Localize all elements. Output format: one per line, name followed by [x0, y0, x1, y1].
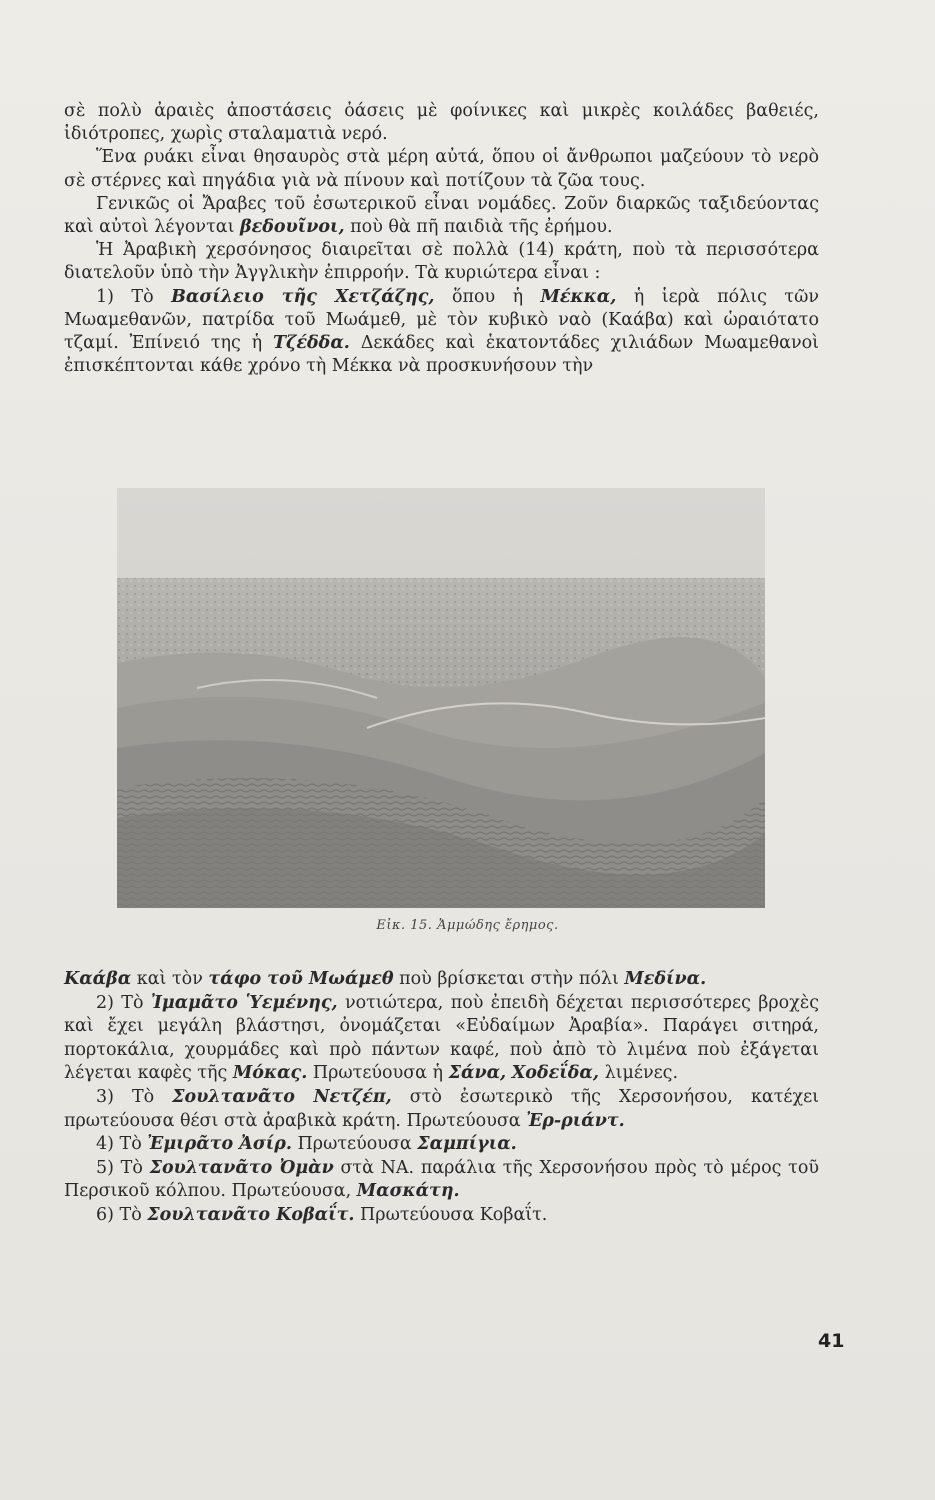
text-span: 5) Τὸ: [96, 1157, 150, 1178]
emphasis-sana: Σάνα,: [448, 1063, 507, 1084]
paragraph-yemen: [64, 992, 819, 1086]
emphasis-nejd: Σουλτανᾶτο Νετζέπ,: [172, 1086, 392, 1107]
text-span: 2) Τὸ: [96, 992, 151, 1013]
top-text-block: [64, 100, 819, 378]
emphasis-sabya: Σαμπίγια.: [417, 1134, 517, 1155]
desert-photo: [117, 488, 765, 908]
bottom-text-block: [64, 968, 819, 1228]
paragraph-oases: σὲ πολὺ ἀραιὲς ἀποστάσεις ὀάσεις μὲ φοίνικες καὶ μικρὲς κοιλάδες βαθειές, ἰδιότροπες, χωρὶς σταλαματιὰ νερό.: [64, 101, 819, 145]
emphasis-muscat: Μασκάτη.: [356, 1181, 460, 1202]
text-span: Γενικῶς οἱ Ἄραβες τοῦ ἐσωτερικοῦ εἶναι νομάδες. Ζοῦν διαρκῶς ταξιδεύοντας καὶ αὐτοὶ λέγονται: [64, 193, 819, 238]
text-span: 6) Τὸ: [96, 1204, 148, 1225]
paragraph-states: Ἡ Ἀραβικὴ χερσόνησος διαιρεῖται σὲ πολλὰ (14) κράτη, ποὺ τὰ περισσότερα διατελοῦν ὑπὸ τὴν Ἀγγλικὴν ἐπιρροήν. Τὰ κυριώτερα εἶναι :: [64, 240, 819, 284]
emphasis-hejaz: Βασίλειο τῆς Χετζάζης,: [171, 286, 435, 307]
text-span: ποὺ θὰ πῆ παιδιὰ τῆς ἐρήμου.: [344, 217, 613, 238]
text-span: ποὺ βρίσκεται στὴν πόλι: [393, 969, 625, 989]
text-span: ὅπου ἡ: [434, 286, 541, 307]
emphasis-yemen: Ἰμαμᾶτο Ὑεμένης,: [150, 992, 338, 1013]
emphasis-oman: Σουλτανᾶτο Ὀμὰν: [149, 1157, 334, 1178]
page-number: 41: [818, 1330, 845, 1352]
emphasis-mecca: Μέκκα,: [540, 286, 617, 307]
emphasis-bedouins: βεδουῖνοι,: [240, 217, 345, 238]
text-span: καὶ τὸν: [131, 969, 209, 989]
text-span: 3) Τὸ: [96, 1086, 173, 1107]
emphasis-mocha: Μόκας.: [232, 1063, 308, 1084]
paragraph-kaaba: [64, 968, 819, 992]
paragraph-nejd: [64, 1086, 819, 1133]
emphasis-asir: Ἐμιρᾶτο Ἀσίρ.: [147, 1134, 292, 1155]
paragraph-hejaz: [64, 286, 819, 379]
desert-dunes-image: [117, 488, 765, 908]
emphasis-kuwait: Σουλτανᾶτο Κοβαΐτ.: [147, 1204, 355, 1225]
paragraph-bedouins: [64, 193, 819, 239]
text-span: Δεκάδες καὶ ἑκατοντάδες χιλιάδων Μωαμεθανοὶ ἐπισκέπτονται κάθε χρόνο τὴ Μέκκα νὰ προσκυνήσουν τὴν: [64, 333, 819, 377]
emphasis-tomb: τάφο τοῦ Μωάμεθ: [208, 969, 394, 989]
emphasis-kaaba: Καάβα: [64, 969, 132, 989]
text-span: νοτιώτερα, ποὺ ἐπειδὴ δέχεται περισσότερες βροχὲς καὶ ἔχει μεγάλη βλάστησι, ὀνομάζεται «Εὐδαίμων Ἀραβία». Παράγει σιτηρά, πορτοκάλια, χουρμάδες καὶ πρὸ πάντων καφέ, ποὺ ἀπὸ τὸ λιμένα ποὺ ἐξάγεται λέγεται καφὲς τῆς: [64, 992, 820, 1084]
text-span: στὸ ἐσωτερικὸ τῆς Χερσονήσου, κατέχει πρωτεύουσα θέσι στὰ ἀραβικὰ κράτη. Πρωτεύουσα: [64, 1086, 820, 1131]
text-span: στὰ ΝΑ. παράλια τῆς Χερσονήσου πρὸς τὸ μέρος τοῦ Περσικοῦ κόλπου. Πρωτεύουσα,: [64, 1157, 819, 1202]
paragraph-stream: Ἕνα ρυάκι εἶναι θησαυρὸς στὰ μέρη αὐτά, ὅπου οἱ ἄνθρωποι μαζεύουν τὸ νερὸ σὲ στέρνες καὶ πηγάδια γιὰ νὰ πίνουν καὶ ποτίζουν τὰ ζῶα τους.: [64, 147, 819, 191]
text-span: 1) Τὸ: [96, 286, 172, 307]
figure-caption: Εἰκ. 15. Ἀμμώδης ἔρημος.: [376, 918, 559, 933]
emphasis-hodeida: Χοδεΐδα,: [511, 1063, 599, 1084]
text-span: ἡ ἱερὰ πόλις τῶν Μωαμεθανῶν, πατρίδα τοῦ Μωάμεθ, μὲ τὸν κυβικὸ ναὸ (Καάβα) καὶ ὡραιότατο τζαμί. Ἐπίνειό της ἡ: [64, 286, 820, 354]
text-span: Πρωτεύουσα Κοβαΐτ.: [354, 1204, 548, 1225]
paragraph-kuwait: [64, 1204, 819, 1228]
emphasis-medina: Μεδίνα.: [624, 969, 707, 989]
text-span: 4) Τὸ: [96, 1134, 148, 1155]
emphasis-jeddah: Τζέδδα.: [272, 333, 350, 354]
paragraph-asir: [64, 1133, 819, 1157]
text-span: Πρωτεύουσα: [291, 1134, 418, 1155]
text-span: λιμένες.: [599, 1063, 679, 1084]
emphasis-riyadh: Ἐρ-ριάντ.: [526, 1110, 625, 1131]
paragraph-oman: [64, 1157, 819, 1204]
text-span: Πρωτεύουσα ἡ: [307, 1063, 449, 1084]
